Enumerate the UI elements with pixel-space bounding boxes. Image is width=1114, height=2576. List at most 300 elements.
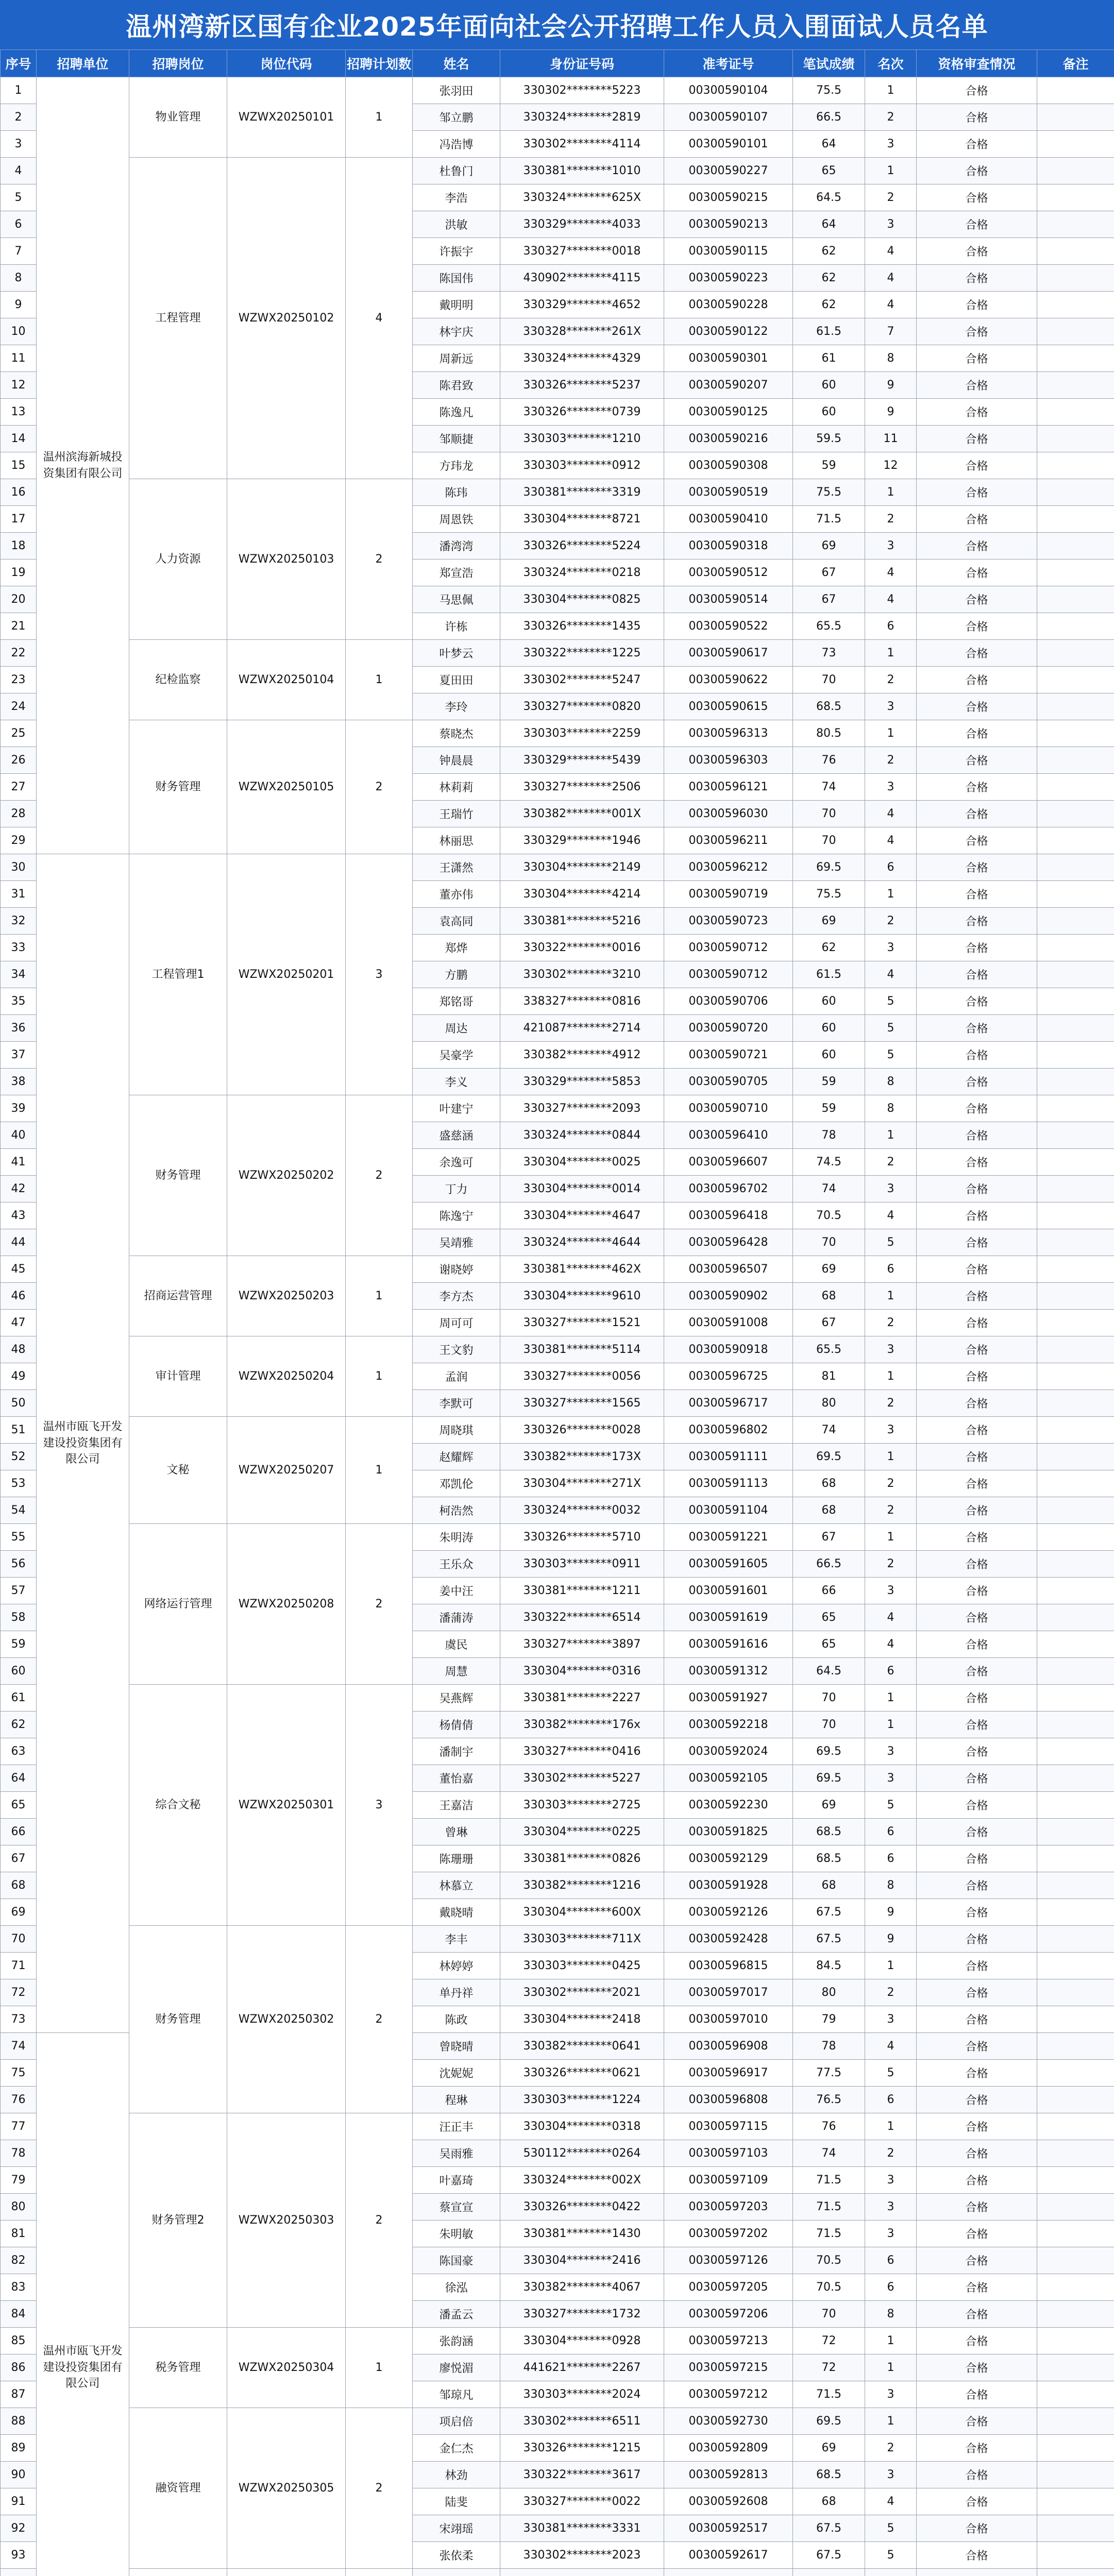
written-score: 76 <box>793 2113 865 2140</box>
remark <box>1037 1069 1114 1095</box>
id-number: 330381********462X <box>500 1256 664 1283</box>
exam-number: 00300592230 <box>664 1792 793 1819</box>
exam-number: 00300590522 <box>664 613 793 640</box>
row-number: 87 <box>1 2381 37 2408</box>
remark <box>1037 131 1114 158</box>
written-score: 69.5 <box>793 2408 865 2435</box>
rank: 6 <box>865 2087 917 2113</box>
rank: 3 <box>865 2221 917 2247</box>
written-score: 74 <box>793 774 865 801</box>
remark <box>1037 2033 1114 2060</box>
candidate-name: 周可可 <box>413 1310 500 1336</box>
remark <box>1037 720 1114 747</box>
qualification-status: 合格 <box>917 667 1037 693</box>
id-number: 330324********625X <box>500 184 664 211</box>
row-number: 15 <box>1 452 37 479</box>
qualification-status: 合格 <box>917 2221 1037 2247</box>
id-number: 330326********1215 <box>500 2435 664 2462</box>
row-number: 32 <box>1 908 37 935</box>
rank: 8 <box>865 345 917 372</box>
rank: 1 <box>865 158 917 184</box>
qualification-status: 合格 <box>917 1069 1037 1095</box>
qualification-status: 合格 <box>917 854 1037 881</box>
rank: 3 <box>865 211 917 238</box>
post-plan-cell: 2 <box>346 2408 413 2569</box>
written-score: 67 <box>793 560 865 586</box>
rank: 2 <box>865 1979 917 2006</box>
header-exam: 准考证号 <box>664 50 793 77</box>
candidate-name: 方玮龙 <box>413 452 500 479</box>
qualification-status: 合格 <box>917 452 1037 479</box>
qualification-status: 合格 <box>917 827 1037 854</box>
qualification-status: 合格 <box>917 399 1037 426</box>
candidate-name: 叶梦云 <box>413 640 500 667</box>
row-number: 43 <box>1 1202 37 1229</box>
exam-number: 00300590104 <box>664 77 793 104</box>
remark <box>1037 479 1114 506</box>
post-code-cell: WZWX20250303 <box>227 2113 346 2328</box>
remark <box>1037 961 1114 988</box>
qualification-status: 合格 <box>917 1310 1037 1336</box>
exam-number: 00300591601 <box>664 1578 793 1604</box>
rank: 6 <box>865 613 917 640</box>
qualification-status: 合格 <box>917 693 1037 720</box>
candidate-name: 王文豹 <box>413 1336 500 1363</box>
rank: 4 <box>865 292 917 318</box>
rank: 2 <box>865 184 917 211</box>
id-number: 330327********1565 <box>500 1390 664 1417</box>
row-number: 8 <box>1 265 37 292</box>
exam-number: 00300590705 <box>664 1069 793 1095</box>
remark <box>1037 586 1114 613</box>
post-plan-cell: 2 <box>346 1926 413 2113</box>
row-number: 24 <box>1 693 37 720</box>
exam-number: 00300592428 <box>664 1926 793 1953</box>
remark <box>1037 1819 1114 1845</box>
post-plan-cell: 1 <box>346 1417 413 1524</box>
remark <box>1037 693 1114 720</box>
qualification-status: 合格 <box>917 1149 1037 1176</box>
row-number: 51 <box>1 1417 37 1444</box>
post-code-cell: WZWX20250302 <box>227 1926 346 2113</box>
qualification-status: 合格 <box>917 935 1037 961</box>
header-note: 备注 <box>1037 50 1114 77</box>
remark <box>1037 2462 1114 2488</box>
exam-number: 00300596908 <box>664 2033 793 2060</box>
candidate-name: 林劲 <box>413 2462 500 2488</box>
written-score: 69 <box>793 1792 865 1819</box>
written-score: 70.5 <box>793 2274 865 2301</box>
exam-number: 00300590301 <box>664 345 793 372</box>
written-score: 67.5 <box>793 1926 865 1953</box>
candidate-name: 张韵涵 <box>413 2328 500 2354</box>
row-number: 72 <box>1 1979 37 2006</box>
row-number: 60 <box>1 1658 37 1685</box>
rank: 5 <box>865 1229 917 1256</box>
exam-number: 00300596802 <box>664 1417 793 1444</box>
exam-number: 00300590721 <box>664 1042 793 1069</box>
qualification-status: 合格 <box>917 479 1037 506</box>
exam-number: 00300590122 <box>664 318 793 345</box>
id-number: 330304********0014 <box>500 1176 664 1202</box>
id-number: 330381********1211 <box>500 1578 664 1604</box>
post-plan-cell: 1 <box>346 1256 413 1336</box>
qualification-status: 合格 <box>917 1202 1037 1229</box>
id-number: 330328********261X <box>500 318 664 345</box>
candidate-name: 方鹏 <box>413 961 500 988</box>
candidate-name: 叶建宁 <box>413 1095 500 1122</box>
row-number: 74 <box>1 2033 37 2060</box>
candidate-name: 蔡宣宣 <box>413 2194 500 2221</box>
exam-number: 00300596717 <box>664 1390 793 1417</box>
written-score: 68 <box>793 1283 865 1310</box>
rank: 4 <box>865 2488 917 2515</box>
id-number: 330303********0425 <box>500 1953 664 1979</box>
candidate-name: 李玲 <box>413 693 500 720</box>
candidate-name: 徐泓 <box>413 2274 500 2301</box>
row-number: 39 <box>1 1095 37 1122</box>
qualification-status: 合格 <box>917 2247 1037 2274</box>
row-number: 9 <box>1 292 37 318</box>
written-score: 60 <box>793 988 865 1015</box>
id-number: 330322********6514 <box>500 1604 664 1631</box>
rank: 6 <box>865 2247 917 2274</box>
rank: 4 <box>865 586 917 613</box>
qualification-status: 合格 <box>917 1042 1037 1069</box>
written-score: 60 <box>793 1015 865 1042</box>
table-row <box>1 1685 1114 1711</box>
rank <box>865 2569 917 2576</box>
candidate-name: 张羽田 <box>413 77 500 104</box>
exam-number: 00300590215 <box>664 184 793 211</box>
row-number: 88 <box>1 2408 37 2435</box>
id-number: 330326********5237 <box>500 372 664 399</box>
remark <box>1037 2328 1114 2354</box>
exam-number: 00300590410 <box>664 506 793 533</box>
candidate-name: 邹琼凡 <box>413 2381 500 2408</box>
header-unit: 招聘单位 <box>37 50 129 77</box>
row-number: 18 <box>1 533 37 560</box>
table-row <box>1 158 1114 184</box>
written-score: 77.5 <box>793 2060 865 2087</box>
remark <box>1037 2113 1114 2140</box>
qualification-status: 合格 <box>917 2354 1037 2381</box>
post-plan-cell: 3 <box>346 854 413 1095</box>
rank: 5 <box>865 2060 917 2087</box>
candidate-name: 吴燕辉 <box>413 1685 500 1711</box>
candidate-name: 周达 <box>413 1015 500 1042</box>
post-plan-cell: 2 <box>346 2113 413 2328</box>
id-number: 330322********1225 <box>500 640 664 667</box>
post-code-cell <box>227 2569 346 2576</box>
written-score: 67.5 <box>793 2515 865 2542</box>
exam-number: 00300596507 <box>664 1256 793 1283</box>
qualification-status: 合格 <box>917 211 1037 238</box>
qualification-status: 合格 <box>917 1658 1037 1685</box>
row-number: 55 <box>1 1524 37 1551</box>
candidate-name: 陆斐 <box>413 2488 500 2515</box>
row-number: 85 <box>1 2328 37 2354</box>
post-name-cell: 税务管理 <box>129 2328 227 2408</box>
table-row <box>1 479 1114 506</box>
qualification-status: 合格 <box>917 2462 1037 2488</box>
rank: 4 <box>865 961 917 988</box>
rank: 1 <box>865 479 917 506</box>
rank: 2 <box>865 1149 917 1176</box>
written-score: 69.5 <box>793 1444 865 1470</box>
row-number: 79 <box>1 2167 37 2194</box>
written-score: 75.5 <box>793 881 865 908</box>
qualification-status: 合格 <box>917 1685 1037 1711</box>
row-number: 41 <box>1 1149 37 1176</box>
qualification-status: 合格 <box>917 1738 1037 1765</box>
exam-number: 00300592218 <box>664 1711 793 1738</box>
rank: 3 <box>865 1336 917 1363</box>
qualification-status: 合格 <box>917 1953 1037 1979</box>
row-number: 23 <box>1 667 37 693</box>
candidate-name: 赵耀辉 <box>413 1444 500 1470</box>
rank: 1 <box>865 640 917 667</box>
written-score: 71.5 <box>793 2381 865 2408</box>
candidate-name: 吴靖雅 <box>413 1229 500 1256</box>
id-number: 330324********4644 <box>500 1229 664 1256</box>
post-plan-cell: 2 <box>346 1095 413 1256</box>
candidate-name: 虞民 <box>413 1631 500 1658</box>
post-code-cell: WZWX20250203 <box>227 1256 346 1336</box>
id-number: 330329********4033 <box>500 211 664 238</box>
rank: 5 <box>865 2515 917 2542</box>
written-score: 64.5 <box>793 1658 865 1685</box>
post-code-cell: WZWX20250104 <box>227 640 346 720</box>
rank: 1 <box>865 2328 917 2354</box>
written-score: 66.5 <box>793 1551 865 1578</box>
exam-number: 00300590107 <box>664 104 793 131</box>
written-score: 68.5 <box>793 693 865 720</box>
row-number: 2 <box>1 104 37 131</box>
remark <box>1037 935 1114 961</box>
candidate-name: 叶嘉琦 <box>413 2167 500 2194</box>
remark <box>1037 1765 1114 1792</box>
qualification-status: 合格 <box>917 506 1037 533</box>
id-number: 421087********2714 <box>500 1015 664 1042</box>
post-name-cell: 工程管理1 <box>129 854 227 1095</box>
rank: 4 <box>865 560 917 586</box>
candidate-name: 林慕立 <box>413 1872 500 1899</box>
qualification-status: 合格 <box>917 2542 1037 2569</box>
rank: 4 <box>865 1631 917 1658</box>
id-number: 330304********2416 <box>500 2247 664 2274</box>
written-score: 72 <box>793 2354 865 2381</box>
candidate-name: 陈逸凡 <box>413 399 500 426</box>
exam-number: 00300597109 <box>664 2167 793 2194</box>
written-score: 69.5 <box>793 854 865 881</box>
row-number: 50 <box>1 1390 37 1417</box>
id-number: 330326********0621 <box>500 2060 664 2087</box>
remark <box>1037 1202 1114 1229</box>
candidate-name: 金仁杰 <box>413 2435 500 2462</box>
id-number: 530112********0264 <box>500 2140 664 2167</box>
written-score: 71.5 <box>793 2167 865 2194</box>
row-number: 81 <box>1 2221 37 2247</box>
exam-number: 00300596917 <box>664 2060 793 2087</box>
id-number: 330303********2725 <box>500 1792 664 1819</box>
qualification-status: 合格 <box>917 265 1037 292</box>
qualification-status: 合格 <box>917 2381 1037 2408</box>
rank: 1 <box>865 1363 917 1390</box>
exam-number: 00300592617 <box>664 2542 793 2569</box>
exam-number: 00300597212 <box>664 2381 793 2408</box>
exam-number: 00300596815 <box>664 1953 793 1979</box>
qualification-status: 合格 <box>917 104 1037 131</box>
id-number: 330303********1210 <box>500 426 664 452</box>
post-code-cell: WZWX20250102 <box>227 158 346 479</box>
row-number: 54 <box>1 1497 37 1524</box>
id-number: 330327********2506 <box>500 774 664 801</box>
exam-number: 00300591008 <box>664 1310 793 1336</box>
qualification-status: 合格 <box>917 774 1037 801</box>
row-number: 89 <box>1 2435 37 2462</box>
row-number: 7 <box>1 238 37 265</box>
exam-number: 00300591927 <box>664 1685 793 1711</box>
written-score: 79 <box>793 2006 865 2033</box>
candidate-name: 李默可 <box>413 1390 500 1417</box>
candidate-name: 林宇庆 <box>413 318 500 345</box>
written-score: 69.5 <box>793 1765 865 1792</box>
remark <box>1037 1336 1114 1363</box>
remark <box>1037 988 1114 1015</box>
exam-number: 00300592126 <box>664 1899 793 1926</box>
exam-number: 00300591312 <box>664 1658 793 1685</box>
row-number: 48 <box>1 1336 37 1363</box>
candidate-name: 汪正丰 <box>413 2113 500 2140</box>
rank: 3 <box>865 2462 917 2488</box>
qualification-status: 合格 <box>917 1604 1037 1631</box>
id-number: 330304********600X <box>500 1899 664 1926</box>
exam-number: 00300590308 <box>664 452 793 479</box>
candidate-name: 郑宣浩 <box>413 560 500 586</box>
id-number: 330326********0028 <box>500 1417 664 1444</box>
id-number: 330322********3617 <box>500 2462 664 2488</box>
remark <box>1037 1015 1114 1042</box>
remark <box>1037 1792 1114 1819</box>
exam-number: 00300591619 <box>664 1604 793 1631</box>
table-row <box>1 1095 1114 1122</box>
table-row <box>1 2408 1114 2435</box>
rank: 7 <box>865 318 917 345</box>
exam-number: 00300590227 <box>664 158 793 184</box>
candidate-name: 董怡嘉 <box>413 1765 500 1792</box>
candidate-name: 曾琳 <box>413 1819 500 1845</box>
exam-number: 00300596418 <box>664 1202 793 1229</box>
rank: 4 <box>865 1202 917 1229</box>
rank: 2 <box>865 2140 917 2167</box>
candidate-name: 杨倩倩 <box>413 1711 500 1738</box>
exam-number: 00300597202 <box>664 2221 793 2247</box>
remark <box>1037 2354 1114 2381</box>
exam-number: 00300590902 <box>664 1283 793 1310</box>
exam-number: 00300590125 <box>664 399 793 426</box>
remark <box>1037 1176 1114 1202</box>
exam-number: 00300592517 <box>664 2515 793 2542</box>
exam-number: 00300597126 <box>664 2247 793 2274</box>
written-score: 69.5 <box>793 1738 865 1765</box>
written-score: 69 <box>793 908 865 935</box>
rank: 2 <box>865 747 917 774</box>
remark <box>1037 211 1114 238</box>
exam-number: 00300590615 <box>664 693 793 720</box>
remark <box>1037 506 1114 533</box>
id-number: 330382********4067 <box>500 2274 664 2301</box>
qualification-status: 合格 <box>917 1845 1037 1872</box>
row-number: 4 <box>1 158 37 184</box>
post-code-cell: WZWX20250103 <box>227 479 346 640</box>
id-number: 330304********0825 <box>500 586 664 613</box>
id-number: 330303********1224 <box>500 2087 664 2113</box>
written-score: 71.5 <box>793 2194 865 2221</box>
id-number: 330327********0022 <box>500 2488 664 2515</box>
post-name-cell <box>129 2569 227 2576</box>
id-number: 330326********5224 <box>500 533 664 560</box>
id-number: 330303********2024 <box>500 2381 664 2408</box>
row-number: 80 <box>1 2194 37 2221</box>
candidate-name <box>413 2569 500 2576</box>
candidate-name: 潘湾湾 <box>413 533 500 560</box>
written-score: 80.5 <box>793 720 865 747</box>
remark <box>1037 372 1114 399</box>
post-code-cell: WZWX20250304 <box>227 2328 346 2408</box>
qualification-status: 合格 <box>917 238 1037 265</box>
post-code-cell: WZWX20250101 <box>227 77 346 158</box>
qualification-status <box>917 2569 1037 2576</box>
rank: 1 <box>865 77 917 104</box>
exam-number: 00300591616 <box>664 1631 793 1658</box>
candidate-name: 项启倍 <box>413 2408 500 2435</box>
written-score: 68.5 <box>793 2462 865 2488</box>
written-score: 67 <box>793 1310 865 1336</box>
candidate-name: 丁力 <box>413 1176 500 1202</box>
remark <box>1037 1283 1114 1310</box>
row-number <box>1 2569 37 2576</box>
qualification-status: 合格 <box>917 2488 1037 2515</box>
exam-number: 00300590512 <box>664 560 793 586</box>
post-name-cell: 融资管理 <box>129 2408 227 2569</box>
candidate-name: 李义 <box>413 1069 500 1095</box>
row-number: 10 <box>1 318 37 345</box>
table-row <box>1 1926 1114 1953</box>
written-score: 59 <box>793 1069 865 1095</box>
id-number: 330329********5853 <box>500 1069 664 1095</box>
exam-number: 00300596410 <box>664 1122 793 1149</box>
written-score: 71.5 <box>793 2221 865 2247</box>
post-name-cell: 招商运营管理 <box>129 1256 227 1336</box>
candidate-name: 陈君致 <box>413 372 500 399</box>
written-score: 62 <box>793 935 865 961</box>
row-number: 19 <box>1 560 37 586</box>
id-number: 338327********0816 <box>500 988 664 1015</box>
rank: 1 <box>865 1953 917 1979</box>
row-number: 64 <box>1 1765 37 1792</box>
remark <box>1037 2488 1114 2515</box>
qualification-status: 合格 <box>917 988 1037 1015</box>
header-code: 岗位代码 <box>227 50 346 77</box>
table-row <box>1 2328 1114 2354</box>
candidate-name: 夏田田 <box>413 667 500 693</box>
row-number: 13 <box>1 399 37 426</box>
post-plan-cell <box>346 2569 413 2576</box>
candidate-name: 邹顺捷 <box>413 426 500 452</box>
written-score: 74 <box>793 1176 865 1202</box>
post-name-cell: 审计管理 <box>129 1336 227 1417</box>
